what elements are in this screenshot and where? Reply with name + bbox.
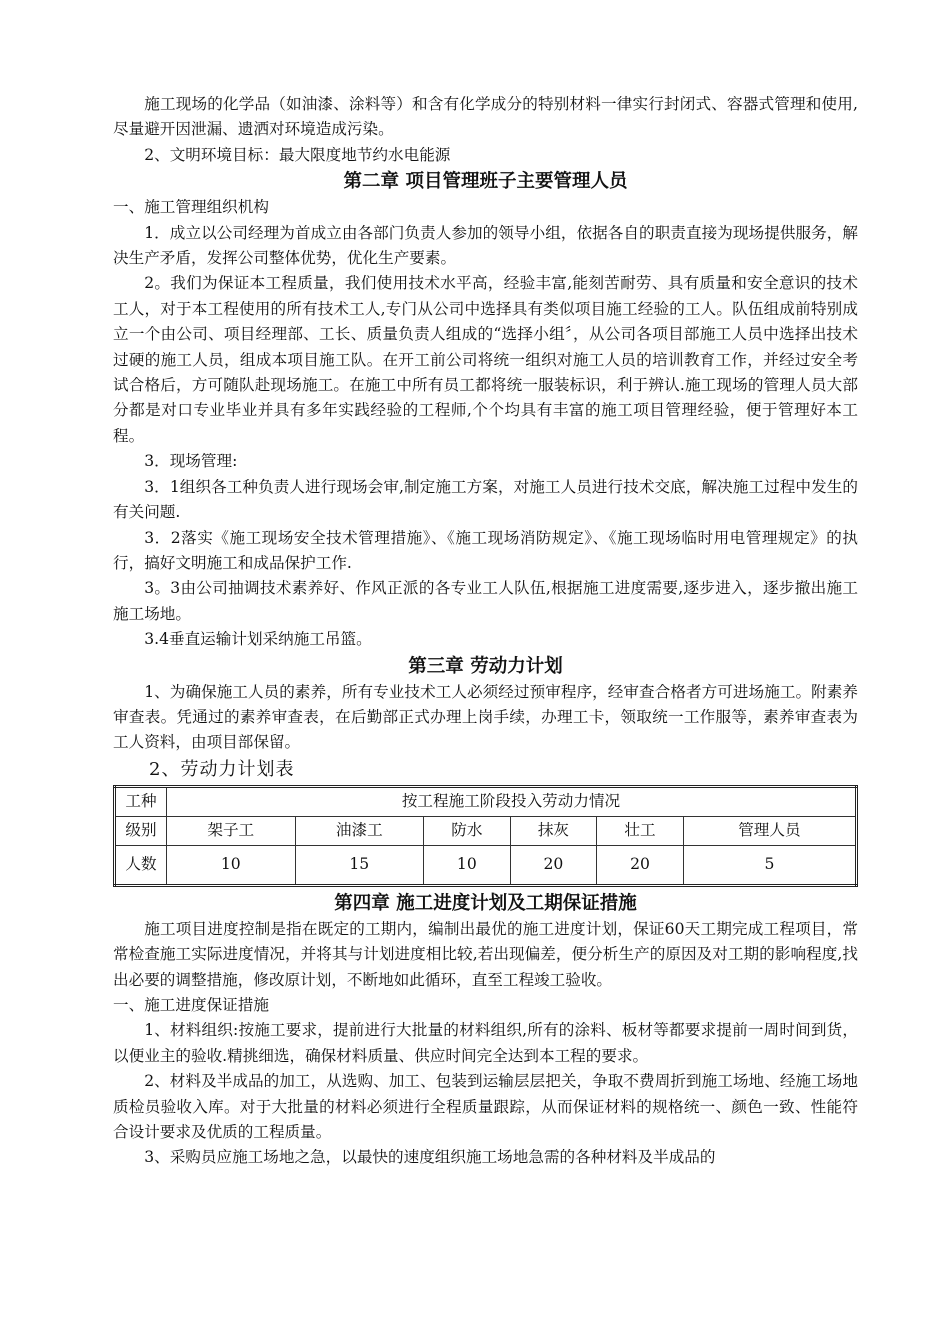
paragraph-4-3: 3、采购员应施工场地之急，以最快的速度组织施工场地急需的各种材料及半成品的 — [144, 1148, 716, 1167]
section-heading-org: 一、施工管理组织机构 — [113, 198, 269, 217]
value-cell: 10 — [424, 845, 511, 885]
column-header: 防水 — [424, 816, 511, 845]
table-row — [115, 845, 857, 885]
document-page — [113, 92, 858, 1171]
paragraph-4-1: 1、材料组织:按施工要求，提前进行大批量的材料组织,所有的涂料、板材等都要求提前一周时间到货，以便业主的验收.精挑细选，确保材料质量、供应时间完全达到本工程的要求。 — [113, 1021, 858, 1065]
value-cell: 20 — [510, 845, 597, 885]
value-cell: 20 — [597, 845, 684, 885]
column-header: 管理人员 — [683, 816, 856, 845]
paragraph-2-2: 2。我们为保证本工程质量，我们使用技术水平高，经验丰富,能刻苦耐劳、具有质量和安全意识的技术工人，对于本工程使用的所有技术工人,专门从公司中选择具有类似项目施工经验的工人。队伍组成前特别成立一个由公司、项目经理部、工长、质量负责人组成的“选择小组〞，从公司各项目部施工人员中选择出技术过硬的施工人员，组成本项目施工队。在开工前公司将统一组织对施工人员的培训教育工作，并经过安全考试合格后，方可随队赴现场施工。在施工中所有员工都将统一服装标识，利于辨认.施工现场的管理人员大部分都是对口专业毕业并具有多年实践经验的工程师,个个均具有丰富的施工项目管理经验，便于管理好本工程。 — [113, 274, 858, 445]
table-column-row — [115, 816, 857, 845]
paragraph-2-3-3: 3。3由公司抽调技术素养好、作风正派的各专业工人队伍,根据施工进度需要,逐步进入，逐步撤出施工施工场地。 — [113, 579, 858, 623]
column-header: 抹灰 — [510, 816, 597, 845]
section-heading-schedule: 一、施工进度保证措施 — [113, 995, 269, 1014]
value-cell: 15 — [295, 845, 424, 885]
table-header-row — [115, 786, 857, 816]
paragraph-4-2: 2、材料及半成品的加工，从选购、加工、包装到运输层层把关，争取不费周折到施工场地、经施工场地质检员验收入库。对于大批量的材料必须进行全程质量跟踪，从而保证材料的规格统一、颜色一致、性能符合设计要求及优质的工程质量。 — [113, 1072, 858, 1141]
paragraph-2-3-2: 3．2落实《施工现场安全技术管理措施》、《施工现场消防规定》、《施工现场临时用电管理规定》的执行，搞好文明施工和成品保护工作. — [113, 528, 858, 572]
row-label-cell: 人数 — [115, 845, 167, 885]
paragraph-2-3: 3．现场管理: — [144, 452, 238, 471]
paragraph-chemicals: 施工现场的化学品（如油漆、涂料等）和含有化学成分的特别材料一律实行封闭式、容器式管理和使用,尽量避开因泄漏、遗洒对环境造成污染。 — [113, 95, 858, 139]
paragraph-civilized-target: 2、文明环境目标：最大限度地节约水电能源 — [144, 145, 451, 164]
paragraph-4-intro: 施工项目进度控制是指在既定的工期内，编制出最优的施工进度计划，保证60天工期完成工程项目，常常检查施工实际进度情况，并将其与计划进度相比较,若出现偏差，便分析生产的原因及对工期的影响程度,找出必要的调整措施，修改原计划，不断地如此循环，直至工程竣工验收。 — [113, 919, 858, 989]
labor-plan-table — [113, 785, 858, 887]
chapter-2-title: 第二章 项目管理班子主要管理人员 — [343, 171, 628, 193]
column-header: 架子工 — [167, 816, 296, 845]
chapter-4-title: 第四章 施工进度计划及工期保证措施 — [334, 892, 637, 914]
paragraph-3-1: 1、为确保施工人员的素养，所有专业技术工人必须经过预审程序，经审查合格者方可进场施工。附素养审查表。凭通过的素养审查表，在后勤部正式办理上岗手续，办理工卡，领取统一工作服等，素养审查表为工人资料，由项目部保留。 — [113, 682, 858, 752]
span-header-cell: 按工程施工阶段投入劳动力情况 — [167, 786, 857, 816]
paragraph-2-1: 1．成立以公司经理为首成立由各部门负责人参加的领导小组，依据各自的职责直接为现场提供服务，解决生产矛盾，发挥公司整体优势，优化生产要素。 — [113, 223, 858, 268]
value-cell: 10 — [167, 845, 296, 885]
corner-cell-bottom: 级别 — [115, 816, 167, 845]
chapter-3-title: 第三章 劳动力计划 — [408, 655, 563, 677]
corner-cell-top: 工种 — [115, 786, 167, 816]
paragraph-2-3-4: 3.4垂直运输计划采纳施工吊篮。 — [144, 630, 372, 649]
paragraph-2-3-1: 3．1组织各工种负责人进行现场会审,制定施工方案，对施工人员进行技术交底，解决施工过程中发生的有关问题. — [113, 477, 858, 522]
column-header: 油漆工 — [295, 816, 424, 845]
table-caption: 2、劳动力计划表 — [149, 758, 295, 780]
column-header: 壮工 — [597, 816, 684, 845]
value-cell: 5 — [683, 845, 856, 885]
